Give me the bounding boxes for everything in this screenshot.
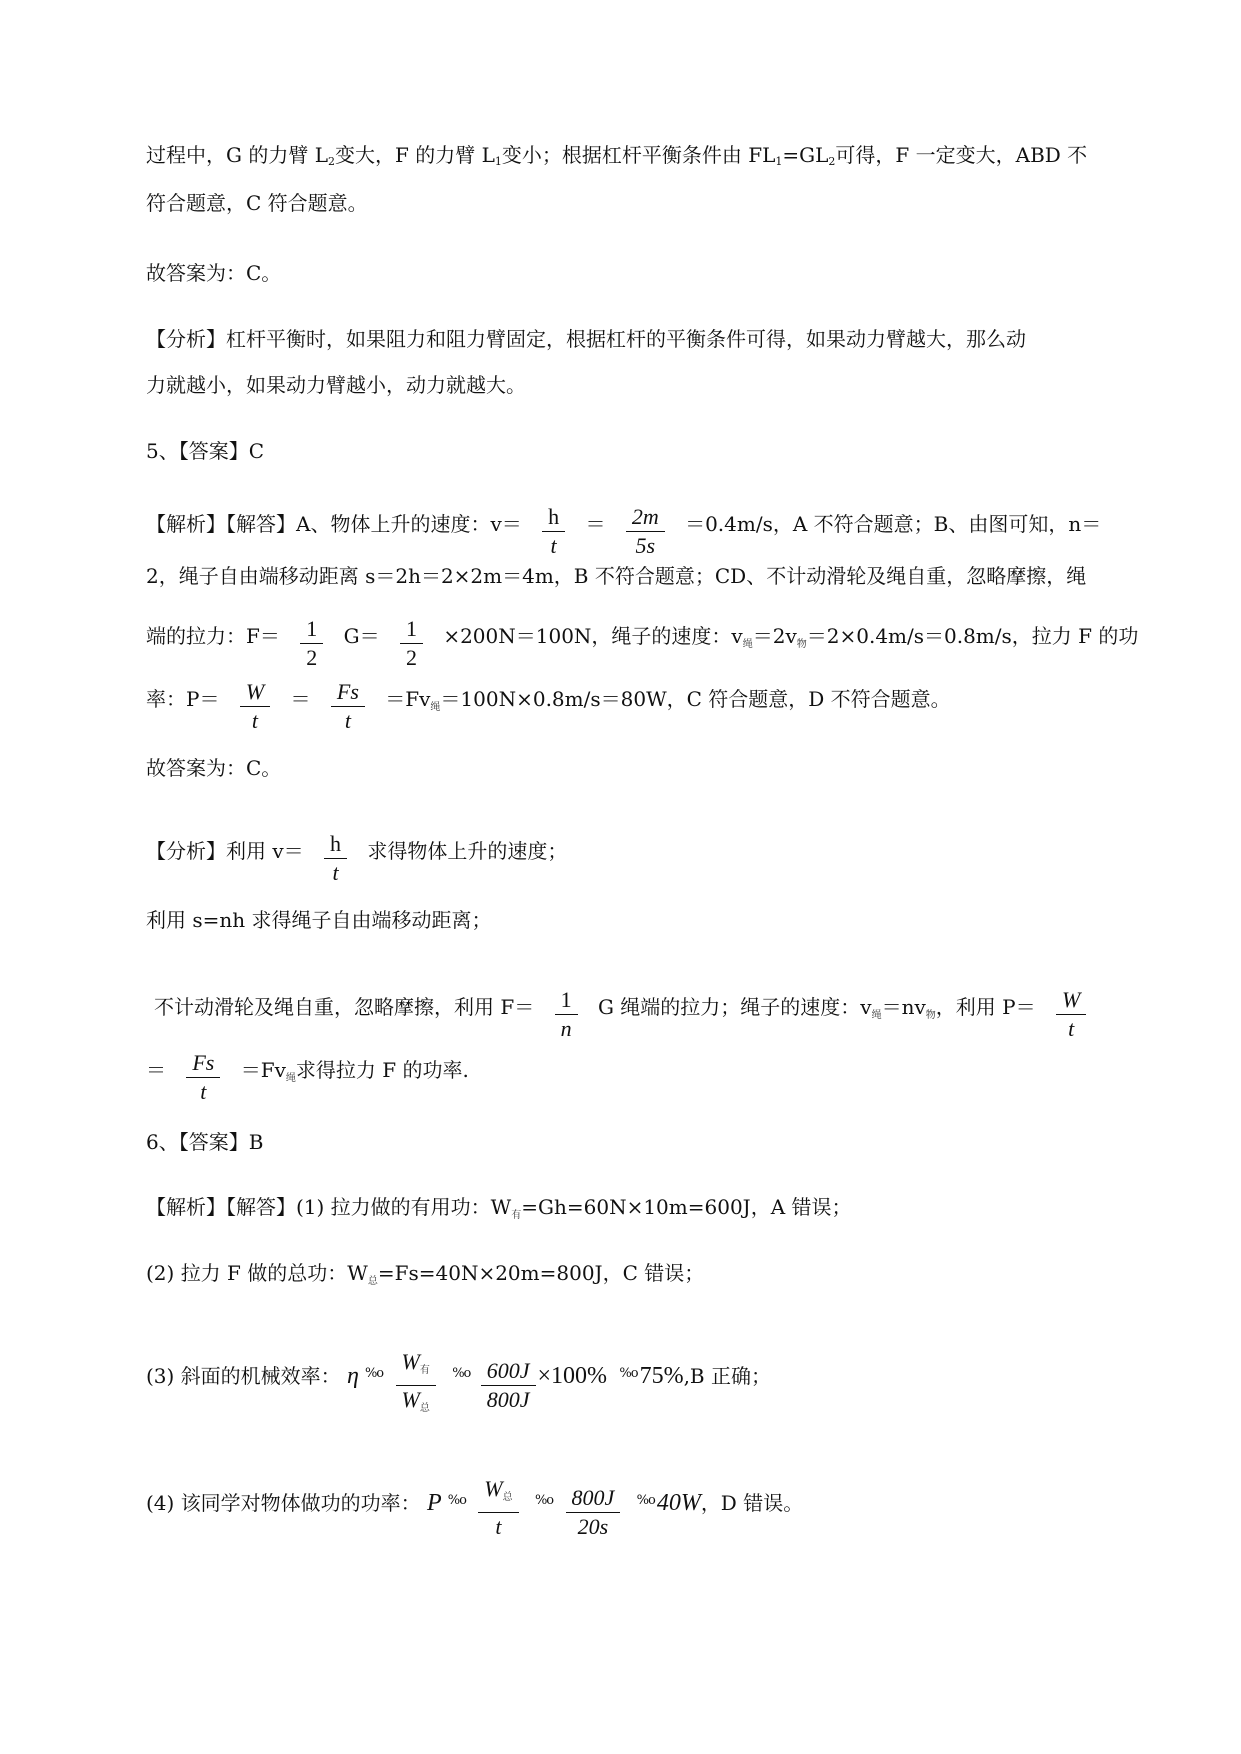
- numerator: Fs: [331, 678, 365, 707]
- answer-line: 故答案为：C。: [146, 756, 282, 780]
- denominator: 5s: [635, 533, 656, 558]
- numerator: 600J: [481, 1357, 536, 1386]
- numerator: Fs: [186, 1049, 220, 1078]
- equals-glyph: %o: [619, 1366, 638, 1381]
- denominator: t: [495, 1514, 502, 1539]
- subscript: 总: [419, 1403, 430, 1414]
- power-symbol: P: [427, 1490, 442, 1516]
- denominator: n: [560, 1016, 572, 1041]
- fraction: [324, 830, 347, 887]
- subscript: 有: [419, 1365, 430, 1376]
- fraction: [555, 986, 578, 1043]
- denominator: t: [344, 708, 351, 733]
- text: ＝2v: [752, 624, 797, 648]
- fraction: [400, 615, 423, 672]
- denominator: t: [251, 708, 259, 733]
- subscript: 物: [925, 1010, 936, 1021]
- text: W: [484, 1476, 503, 1501]
- text: (2) 拉力 F 做的总功：W: [146, 1261, 368, 1285]
- subscript: 2: [828, 155, 836, 168]
- analysis-line: [146, 830, 567, 887]
- text: ×100%: [537, 1363, 608, 1389]
- numerator: 1: [300, 615, 323, 644]
- numerator: [478, 1475, 518, 1513]
- text: G 绳端的拉力；绳子的速度：v: [597, 995, 872, 1019]
- equals-glyph: %o: [447, 1493, 466, 1508]
- text: ＝Fv: [385, 687, 431, 711]
- equals-glyph: %o: [534, 1493, 554, 1508]
- paragraph-line: 符合题意，C 符合题意。: [146, 191, 368, 215]
- text: 率：P＝: [146, 687, 220, 711]
- subscript: 绳: [430, 702, 441, 713]
- numerator: h: [324, 830, 347, 859]
- fraction: [331, 678, 365, 735]
- solution-line: [146, 678, 951, 735]
- subscript: 1: [775, 155, 783, 168]
- text: (4) 该同学对物体做功的功率：: [146, 1491, 421, 1515]
- denominator: 20s: [577, 1514, 609, 1539]
- text: 可得，F 一定变大，ABD 不: [835, 143, 1088, 167]
- text: 求得物体上升的速度；: [367, 839, 568, 863]
- question-6-heading: 6、【答案】B: [146, 1130, 264, 1154]
- subscript: 物: [796, 639, 807, 650]
- text: 变小；根据杠杆平衡条件由 FL: [501, 143, 776, 167]
- fraction: [186, 1049, 220, 1106]
- fraction: [542, 503, 565, 560]
- text: (3) 斜面的机械效率：: [146, 1364, 341, 1388]
- text: ＝Fv: [240, 1058, 286, 1082]
- text: 求得拉力 F 的功率.: [295, 1058, 469, 1082]
- denominator: t: [1068, 1016, 1075, 1041]
- subscript: 总: [502, 1492, 513, 1503]
- text: ＝100N×0.8m/s＝80W，C 符合题意，D 不符合题意。: [440, 687, 951, 711]
- analysis-line: 【分析】杠杆平衡时，如果阻力和阻力臂固定，根据杠杆的平衡条件可得，如果动力臂越大，那么动: [146, 327, 1026, 351]
- numerator: 1: [555, 986, 578, 1015]
- text: 【分析】利用 v＝: [146, 839, 304, 863]
- text: ＝: [146, 1058, 166, 1082]
- numerator: 2m: [626, 503, 665, 532]
- text: ＝0.4m/s，A 不符合题意；B、由图可知，n＝: [685, 512, 1102, 536]
- text: =GL: [782, 143, 829, 167]
- denominator: t: [332, 860, 339, 885]
- text: 变大，F 的力臂 L: [334, 143, 495, 167]
- equals: ＝: [585, 512, 606, 536]
- fraction: [566, 1484, 621, 1541]
- numerator: W: [240, 678, 270, 707]
- solution-line: [146, 1258, 704, 1297]
- numerator: [396, 1348, 436, 1386]
- text: ×200N＝100N，绳子的速度：v: [443, 624, 743, 648]
- numerator: W: [1056, 986, 1086, 1015]
- text: 不计动滑轮及绳自重，忽略摩擦，利用 F＝: [154, 995, 535, 1019]
- subscript: 总: [367, 1276, 378, 1287]
- numerator: 1: [400, 615, 423, 644]
- denominator: [396, 1386, 436, 1423]
- text: W: [401, 1387, 420, 1412]
- fraction: [300, 615, 323, 672]
- subscript: 绳: [285, 1073, 296, 1084]
- subscript: 绳: [871, 1010, 882, 1021]
- text: W: [401, 1349, 420, 1374]
- text: ，利用 P＝: [935, 995, 1036, 1019]
- denominator: 2: [405, 645, 417, 670]
- solution-line: [146, 1192, 852, 1231]
- paragraph-line: [146, 140, 1087, 177]
- equals-glyph: %o: [364, 1366, 384, 1381]
- eta-symbol: η: [347, 1363, 359, 1389]
- analysis-line: 力就越小，如果动力臂越小，动力就越大。: [146, 373, 526, 397]
- denominator: t: [200, 1079, 207, 1104]
- fraction: [240, 678, 270, 735]
- fraction: [396, 1348, 436, 1423]
- subscript: 绳: [742, 639, 753, 650]
- text: 【解析】【解答】(1) 拉力做的有用功：W: [146, 1195, 512, 1219]
- text: ,B 正确；: [683, 1364, 771, 1388]
- denominator: t: [550, 533, 557, 558]
- solution-line: [146, 503, 1101, 560]
- equals-glyph: %o: [452, 1366, 471, 1381]
- numerator: 800J: [566, 1484, 621, 1513]
- solution-line: [146, 1348, 771, 1423]
- text: G＝: [343, 624, 380, 648]
- denominator: 800J: [486, 1387, 530, 1412]
- fraction: [1056, 986, 1086, 1043]
- text: ＝2×0.4m/s＝0.8m/s，拉力 F 的功: [806, 624, 1139, 648]
- equals: ＝: [290, 687, 311, 711]
- text: 40W: [656, 1490, 701, 1516]
- text: =Fs=40N×20m=800J，C 错误；: [377, 1261, 705, 1285]
- denominator: 2: [306, 645, 318, 670]
- subscript: 2: [327, 155, 335, 168]
- subscript: 1: [494, 155, 502, 168]
- fraction: [481, 1357, 536, 1414]
- text: =Gh=60N×10m=600J，A 错误；: [521, 1195, 852, 1219]
- numerator: h: [542, 503, 565, 532]
- fraction: [478, 1475, 518, 1541]
- question-5-heading: 5、【答案】C: [146, 439, 265, 463]
- text: 75%: [639, 1363, 684, 1389]
- analysis-line: [154, 986, 1100, 1043]
- text: ＝nv: [881, 995, 926, 1019]
- subscript: 有: [511, 1210, 522, 1221]
- text: 过程中，G 的力臂 L: [146, 143, 328, 167]
- fraction: [626, 503, 665, 560]
- analysis-line: 利用 s=nh 求得绳子自由端移动距离；: [146, 908, 492, 932]
- solution-line: 2，绳子自由端移动距离 s＝2h＝2×2m＝4m，B 不符合题意；CD、不计动滑轮及绳自重，忽略摩擦，绳: [146, 564, 1087, 588]
- equals-glyph: %o: [636, 1493, 655, 1508]
- solution-line: [146, 1475, 803, 1541]
- solution-line: [146, 615, 1138, 672]
- answer-line: 故答案为：C。: [146, 261, 282, 285]
- text: 端的拉力：F＝: [146, 624, 280, 648]
- analysis-line: [146, 1049, 469, 1106]
- text: 【解析】【解答】A、物体上升的速度：v＝: [146, 512, 522, 536]
- text: ，D 错误。: [700, 1491, 804, 1515]
